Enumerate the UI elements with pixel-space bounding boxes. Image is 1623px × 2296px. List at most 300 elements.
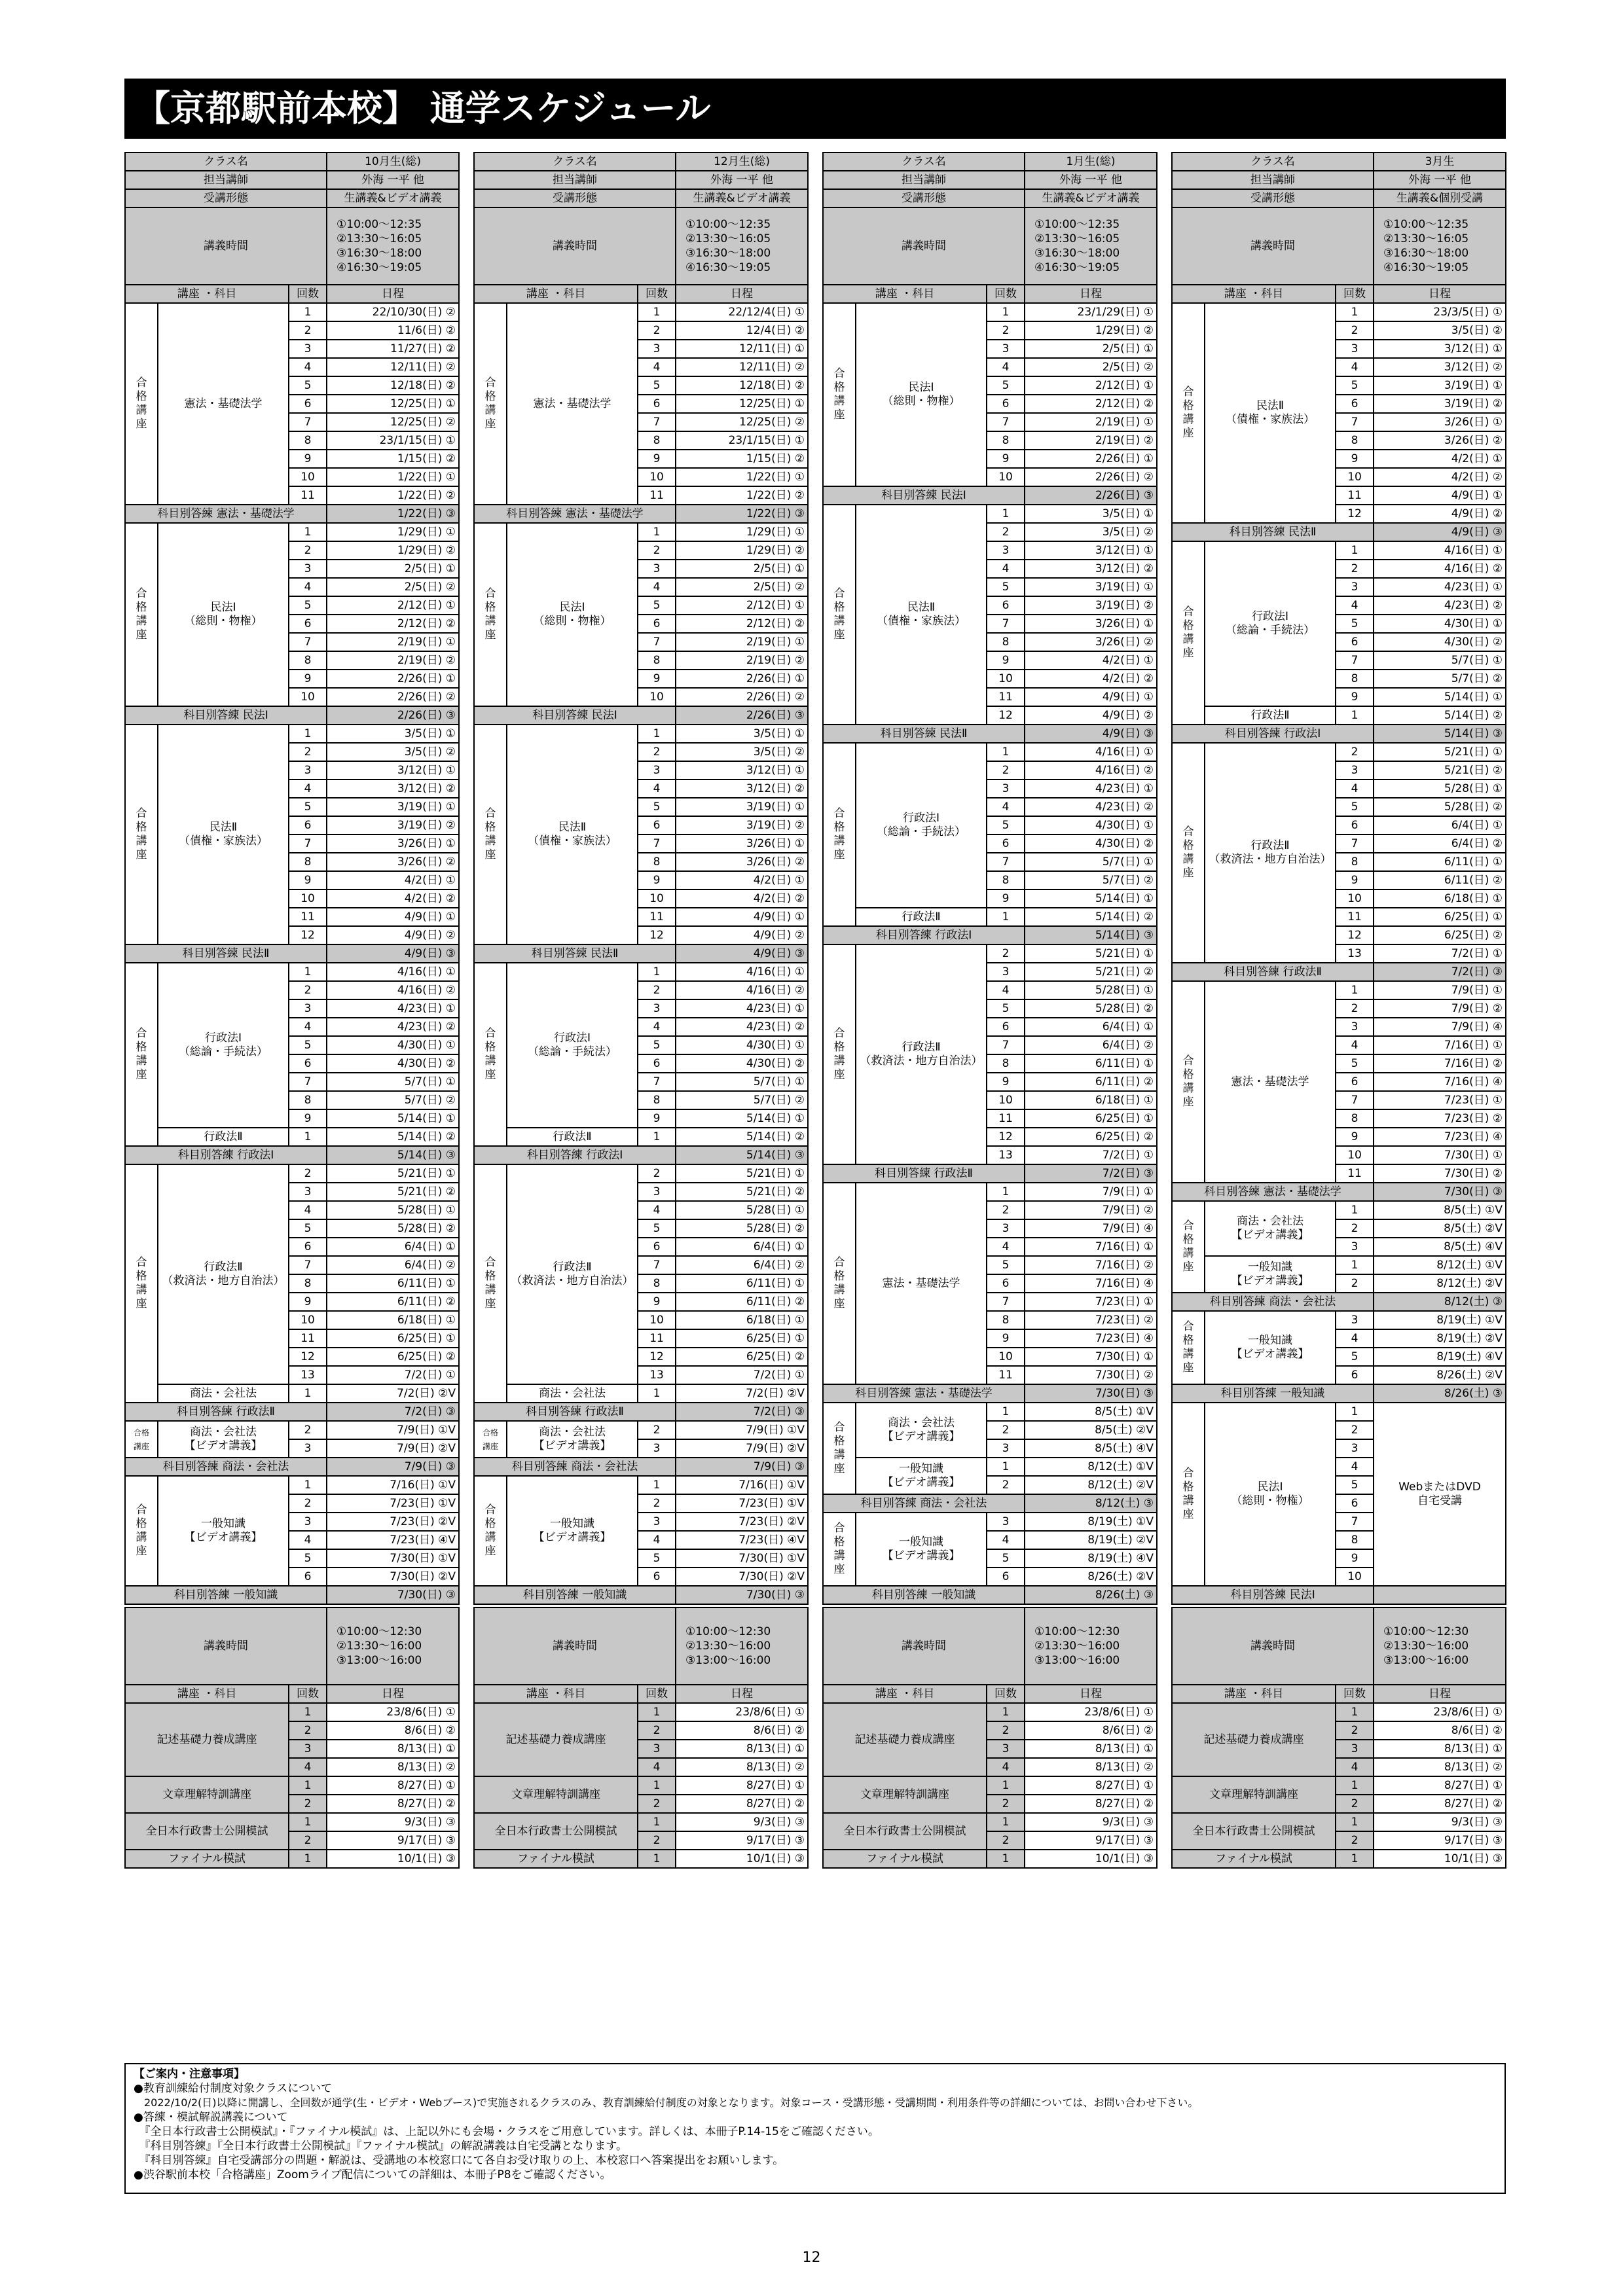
session-date: 9/17(日) ③ bbox=[1025, 1831, 1157, 1850]
session-date: 4/2(日) ② bbox=[327, 889, 459, 908]
session-date: 5/14(日) ② bbox=[1025, 908, 1157, 926]
course-label: 講座 ・科目 bbox=[474, 1685, 638, 1703]
course-subject: 行政法Ⅰ （総論・手続法） bbox=[507, 963, 638, 1128]
session-number: 12 bbox=[638, 1348, 676, 1366]
session-date: 7/2(日) ① bbox=[1025, 1146, 1157, 1164]
session-date: 8/5(土) ②V bbox=[1374, 1219, 1506, 1238]
session-date: 5/14(日) ② bbox=[1374, 706, 1506, 725]
session-date: 7/16(日) ① bbox=[1025, 1238, 1157, 1256]
session-date: 3/5(日) ② bbox=[1025, 523, 1157, 541]
session-number: 5 bbox=[1336, 376, 1374, 395]
format: 生講義&ビデオ講義 bbox=[1025, 189, 1157, 207]
session-date: 3/26(日) ② bbox=[676, 853, 808, 871]
session-number: 9 bbox=[638, 1109, 676, 1128]
session-date: 2/26(日) ① bbox=[676, 670, 808, 688]
pass-course-label: 合 格 講 座 bbox=[1172, 1403, 1205, 1586]
session-number: 10 bbox=[987, 1348, 1025, 1366]
class-name-label: クラス名 bbox=[823, 152, 1025, 171]
session-number: 11 bbox=[987, 688, 1025, 706]
course-subject: 全日本行政書士公開模試 bbox=[823, 1813, 987, 1850]
session-number: 1 bbox=[289, 1128, 327, 1146]
session-date: 7/30(日) ②V bbox=[676, 1568, 808, 1586]
session-number: 5 bbox=[987, 816, 1025, 834]
time-slot: ②13:30～16:05 bbox=[685, 232, 771, 245]
schedule-row bbox=[1172, 1201, 1506, 1219]
answer-date: 2/26(日) ③ bbox=[327, 706, 459, 725]
time-slot: ②13:30～16:00 bbox=[685, 1640, 771, 1653]
count-label: 回数 bbox=[1336, 285, 1374, 303]
session-date: 4/9(日) ② bbox=[1374, 505, 1506, 523]
session-number: 1 bbox=[289, 1813, 327, 1831]
answer-date: 8/26(土) ③ bbox=[1025, 1586, 1157, 1604]
session-date: 7/23(日) ② bbox=[1025, 1311, 1157, 1329]
session-number: 1 bbox=[289, 523, 327, 541]
session-number: 4 bbox=[638, 780, 676, 798]
session-date: 5/7(日) ① bbox=[1374, 651, 1506, 670]
format: 生講義&個別受講 bbox=[1374, 189, 1506, 207]
session-date: 3/19(日) ① bbox=[1025, 578, 1157, 596]
session-number: 4 bbox=[289, 1531, 327, 1549]
session-date: 5/7(日) ① bbox=[1025, 853, 1157, 871]
answer-date: 4/9(日) ③ bbox=[676, 944, 808, 963]
course-label: 講座 ・科目 bbox=[125, 285, 289, 303]
session-number: 7 bbox=[1336, 413, 1374, 431]
schedule-column-4 bbox=[1171, 152, 1505, 1869]
session-date: 7/9(日) ④ bbox=[1025, 1219, 1157, 1238]
class-name: 12月生(総) bbox=[676, 152, 808, 171]
time-slot: ③16:30～18:00 bbox=[337, 247, 422, 260]
session-date: 5/21(日) ② bbox=[676, 1183, 808, 1201]
answer-row bbox=[125, 944, 459, 963]
session-date: 3/5(日) ② bbox=[676, 743, 808, 761]
session-date: 2/26(日) ② bbox=[676, 688, 808, 706]
course-subject: 商法・会社法 【ビデオ講義】 bbox=[856, 1403, 987, 1458]
session-date: 1/22(日) ② bbox=[676, 486, 808, 505]
session-date: 3/12(日) ① bbox=[1025, 541, 1157, 560]
session-number: 2 bbox=[289, 981, 327, 999]
session-date: 3/19(日) ② bbox=[1025, 596, 1157, 615]
session-number: 1 bbox=[289, 963, 327, 981]
session-number: 1 bbox=[638, 1384, 676, 1403]
session-number: 1 bbox=[1336, 1256, 1374, 1274]
schedule-row bbox=[1172, 541, 1506, 560]
session-date: 3/19(日) ① bbox=[1374, 376, 1506, 395]
header-row bbox=[474, 152, 808, 171]
session-number: 7 bbox=[638, 834, 676, 853]
session-number: 5 bbox=[289, 596, 327, 615]
session-number: 5 bbox=[289, 1549, 327, 1568]
session-date: 8/5(土) ④V bbox=[1374, 1238, 1506, 1256]
session-date: 8/6(日) ② bbox=[1374, 1721, 1506, 1740]
time-slot: ②13:30～16:05 bbox=[1383, 232, 1469, 245]
course-subject: 一般知識 【ビデオ講義】 bbox=[856, 1513, 987, 1586]
class-name-label: クラス名 bbox=[474, 152, 676, 171]
session-date: 5/21(日) ② bbox=[1025, 963, 1157, 981]
session-number: 12 bbox=[987, 1128, 1025, 1146]
session-number: 2 bbox=[1336, 999, 1374, 1018]
answer-date: 7/30(日) ③ bbox=[1374, 1183, 1506, 1201]
schedule-row bbox=[823, 1703, 1157, 1721]
course-subject: 文章理解特訓講座 bbox=[125, 1776, 289, 1813]
session-number: 1 bbox=[987, 1813, 1025, 1831]
session-number: 10 bbox=[987, 1091, 1025, 1109]
session-number: 8 bbox=[987, 633, 1025, 651]
schedule-row bbox=[474, 303, 808, 321]
session-date: 6/11(日) ② bbox=[327, 1293, 459, 1311]
session-number: 2 bbox=[1336, 743, 1374, 761]
session-number: 4 bbox=[987, 358, 1025, 376]
session-date: 8/5(土) ①V bbox=[1374, 1201, 1506, 1219]
session-number: 4 bbox=[289, 780, 327, 798]
session-date: 1/29(日) ① bbox=[676, 523, 808, 541]
pass-course-label: 合 格 講 座 bbox=[1172, 1201, 1205, 1293]
session-number: 1 bbox=[1336, 1813, 1374, 1831]
session-number: 11 bbox=[289, 908, 327, 926]
session-date: 6/18(日) ① bbox=[1374, 889, 1506, 908]
session-number: 6 bbox=[289, 1238, 327, 1256]
answer-row bbox=[823, 1164, 1157, 1183]
answer-date: 8/26(土) ③ bbox=[1374, 1384, 1506, 1403]
session-number: 13 bbox=[638, 1366, 676, 1384]
session-number: 11 bbox=[289, 486, 327, 505]
session-number: 9 bbox=[289, 871, 327, 889]
session-date: 4/9(日) ① bbox=[676, 908, 808, 926]
session-number: 3 bbox=[987, 1740, 1025, 1758]
schedule-row bbox=[1172, 1311, 1506, 1329]
session-date: 4/23(日) ② bbox=[676, 1018, 808, 1036]
course-subject: 憲法・基礎法学 bbox=[158, 303, 289, 505]
pass-course-label: 合 格 講 座 bbox=[125, 1164, 158, 1403]
course-subject: 一般知識 【ビデオ講義】 bbox=[1205, 1311, 1336, 1384]
session-number: 7 bbox=[1336, 834, 1374, 853]
session-date: 8/6(日) ② bbox=[676, 1721, 808, 1740]
schedule-row bbox=[125, 725, 459, 743]
session-date: 6/4(日) ① bbox=[327, 1238, 459, 1256]
session-number: 4 bbox=[1336, 1329, 1374, 1348]
session-date: 4/30(日) ① bbox=[676, 1036, 808, 1054]
session-number: 1 bbox=[1336, 1850, 1374, 1868]
session-date: 6/11(日) ① bbox=[327, 1274, 459, 1293]
session-date: 7/16(日) ② bbox=[1025, 1256, 1157, 1274]
session-number: 7 bbox=[1336, 651, 1374, 670]
session-date: 23/3/5(日) ① bbox=[1374, 303, 1506, 321]
session-number: 6 bbox=[987, 1568, 1025, 1586]
session-number: 4 bbox=[987, 1238, 1025, 1256]
schedule-row bbox=[823, 908, 1157, 926]
schedule-row bbox=[474, 1128, 808, 1146]
answer-date: 8/12(土) ③ bbox=[1374, 1293, 1506, 1311]
session-number: 6 bbox=[987, 834, 1025, 853]
schedule-row bbox=[1172, 706, 1506, 725]
session-number: 8 bbox=[638, 651, 676, 670]
session-number: 8 bbox=[1336, 853, 1374, 871]
time-slot: ②13:30～16:05 bbox=[1034, 232, 1120, 245]
course-subject: 商法・会社法 bbox=[507, 1384, 638, 1403]
session-number: 1 bbox=[638, 725, 676, 743]
answer-date bbox=[1374, 1586, 1506, 1604]
session-date: 8/27(日) ② bbox=[1025, 1795, 1157, 1813]
session-date: 4/9(日) ② bbox=[676, 926, 808, 944]
session-date: 3/19(日) ① bbox=[676, 798, 808, 816]
session-date: 7/2(日) ②V bbox=[676, 1384, 808, 1403]
session-number: 8 bbox=[289, 651, 327, 670]
pass-course-label: 合 格 講 座 bbox=[125, 1476, 158, 1586]
session-number: 1 bbox=[1336, 1403, 1374, 1421]
session-date: 8/13(日) ① bbox=[327, 1740, 459, 1758]
session-date: 2/19(日) ① bbox=[327, 633, 459, 651]
session-date: 7/2(日) ②V bbox=[327, 1384, 459, 1403]
schedule-row bbox=[125, 1813, 459, 1831]
session-number: 5 bbox=[987, 1256, 1025, 1274]
session-date: 3/12(日) ② bbox=[1025, 560, 1157, 578]
session-number: 5 bbox=[638, 798, 676, 816]
answer-date: 7/2(日) ③ bbox=[327, 1403, 459, 1421]
session-number: 7 bbox=[289, 633, 327, 651]
session-number: 3 bbox=[638, 1740, 676, 1758]
session-number: 5 bbox=[638, 1036, 676, 1054]
session-date: 5/14(日) ② bbox=[676, 1128, 808, 1146]
session-number: 8 bbox=[987, 1311, 1025, 1329]
session-date: 8/19(土) ②V bbox=[1025, 1531, 1157, 1549]
notes-box bbox=[124, 2063, 1506, 2194]
dates-label: 日程 bbox=[1025, 1685, 1157, 1703]
header-row bbox=[823, 152, 1157, 171]
header-row bbox=[823, 1607, 1157, 1685]
session-date: 6/4(日) ① bbox=[1025, 1018, 1157, 1036]
session-date: 5/14(日) ② bbox=[327, 1128, 459, 1146]
course-subject: 民法Ⅰ （総則・物権） bbox=[1205, 1403, 1336, 1586]
time-slot: ③16:30～18:00 bbox=[685, 247, 771, 260]
session-date: 5/28(日) ① bbox=[1374, 780, 1506, 798]
session-date: 5/28(日) ② bbox=[1374, 798, 1506, 816]
course-subject: 一般知識 【ビデオ講義】 bbox=[158, 1476, 289, 1586]
time-slot: ①10:00～12:35 bbox=[337, 218, 422, 231]
session-number: 10 bbox=[1336, 1146, 1374, 1164]
course-subject: 憲法・基礎法学 bbox=[1205, 981, 1336, 1183]
course-subject: 民法Ⅰ （総則・物権） bbox=[507, 523, 638, 706]
session-date: 8/27(日) ① bbox=[1374, 1776, 1506, 1795]
session-number: 1 bbox=[987, 1458, 1025, 1476]
time-slot: ④16:30～19:05 bbox=[1383, 261, 1469, 274]
header-row bbox=[125, 285, 459, 303]
session-number: 6 bbox=[1336, 395, 1374, 413]
session-number: 3 bbox=[289, 999, 327, 1018]
session-date: 5/28(日) ① bbox=[676, 1201, 808, 1219]
session-date: 2/12(日) ① bbox=[327, 596, 459, 615]
session-date: 8/6(日) ② bbox=[1025, 1721, 1157, 1740]
course-subject: 憲法・基礎法学 bbox=[507, 303, 638, 505]
answer-row bbox=[1172, 1586, 1506, 1604]
session-date: 23/1/15(日) ① bbox=[327, 431, 459, 450]
session-number: 8 bbox=[987, 1054, 1025, 1073]
schedule-table bbox=[473, 152, 809, 1869]
session-number: 10 bbox=[289, 1311, 327, 1329]
session-number: 5 bbox=[1336, 1348, 1374, 1366]
time-label: 講義時間 bbox=[1172, 1607, 1374, 1685]
time-slot: ③13:00～16:00 bbox=[1383, 1654, 1469, 1667]
session-date: 8/12(土) ②V bbox=[1025, 1476, 1157, 1494]
header-row bbox=[125, 189, 459, 207]
session-number: 8 bbox=[987, 431, 1025, 450]
format: 生講義&ビデオ講義 bbox=[327, 189, 459, 207]
answer-date: 4/9(日) ③ bbox=[1374, 523, 1506, 541]
session-number: 6 bbox=[638, 615, 676, 633]
session-date: 5/7(日) ② bbox=[1025, 871, 1157, 889]
answer-subject: 科目別答練 一般知識 bbox=[823, 1586, 1025, 1604]
session-date: 3/19(日) ② bbox=[1374, 395, 1506, 413]
time-slot: ①10:00～12:35 bbox=[1034, 218, 1120, 231]
answer-date: 5/14(日) ③ bbox=[1374, 725, 1506, 743]
session-number: 1 bbox=[1336, 1201, 1374, 1219]
session-date: 7/23(日) ② bbox=[1374, 1109, 1506, 1128]
course-subject: 行政法Ⅰ （総論・手続法） bbox=[1205, 541, 1336, 706]
answer-date: 5/14(日) ③ bbox=[327, 1146, 459, 1164]
time-slot: ②13:30～16:00 bbox=[1383, 1640, 1469, 1653]
header-row bbox=[823, 171, 1157, 189]
schedule-row bbox=[1172, 743, 1506, 761]
pass-course-label: 合 格 講 座 bbox=[474, 963, 507, 1146]
answer-subject: 科目別答練 憲法・基礎法学 bbox=[1172, 1183, 1374, 1201]
pass-course-label: 合 格 講 座 bbox=[125, 963, 158, 1146]
session-date: 8/19(土) ④V bbox=[1374, 1348, 1506, 1366]
session-date: 3/12(日) ② bbox=[676, 780, 808, 798]
session-number: 11 bbox=[638, 486, 676, 505]
session-number: 7 bbox=[987, 1293, 1025, 1311]
session-date: 7/9(日) ① bbox=[1374, 981, 1506, 999]
answer-date: 4/9(日) ③ bbox=[327, 944, 459, 963]
session-date: 5/21(日) ① bbox=[1374, 743, 1506, 761]
session-date: 11/27(日) ② bbox=[327, 340, 459, 358]
session-number: 3 bbox=[638, 560, 676, 578]
session-number: 2 bbox=[638, 743, 676, 761]
session-number: 8 bbox=[638, 1274, 676, 1293]
session-number: 3 bbox=[987, 1439, 1025, 1458]
notes-line: 『科目別答練』『全日本行政書士公開模試』『ファイナル模試』の解説講義は自宅受講となります。 bbox=[134, 2140, 627, 2153]
session-date: 2/5(日) ① bbox=[1025, 340, 1157, 358]
header-row bbox=[1172, 1607, 1506, 1685]
session-date: 7/2(日) ① bbox=[1374, 944, 1506, 963]
session-date: 3/12(日) ② bbox=[1374, 358, 1506, 376]
answer-subject: 科目別答練 商法・会社法 bbox=[474, 1458, 676, 1476]
session-number: 2 bbox=[987, 944, 1025, 963]
session-number: 6 bbox=[289, 816, 327, 834]
session-number: 2 bbox=[987, 523, 1025, 541]
answer-row bbox=[1172, 1384, 1506, 1403]
session-date: 6/4(日) ② bbox=[1025, 1036, 1157, 1054]
schedule-row bbox=[125, 1850, 459, 1868]
session-number: 1 bbox=[987, 303, 1025, 321]
session-date: 6/25(日) ① bbox=[676, 1329, 808, 1348]
session-number: 4 bbox=[289, 1758, 327, 1776]
pass-course-label bbox=[474, 1421, 507, 1458]
course-subject: 行政法Ⅱ （救済法・地方自治法） bbox=[856, 944, 987, 1164]
schedule-row bbox=[1172, 1256, 1506, 1274]
session-number: 8 bbox=[638, 431, 676, 450]
answer-subject: 科目別答練 商法・会社法 bbox=[1172, 1293, 1374, 1311]
session-number: 2 bbox=[289, 1795, 327, 1813]
session-number: 1 bbox=[987, 505, 1025, 523]
class-name: 10月生(総) bbox=[327, 152, 459, 171]
session-date: 4/2(日) ② bbox=[676, 889, 808, 908]
answer-subject: 科目別答練 一般知識 bbox=[474, 1586, 676, 1604]
session-date: 8/5(土) ②V bbox=[1025, 1421, 1157, 1439]
session-number: 5 bbox=[987, 376, 1025, 395]
session-number: 2 bbox=[1336, 1795, 1374, 1813]
time-slots bbox=[327, 207, 459, 285]
schedule-row bbox=[1172, 1813, 1506, 1831]
session-date: 5/21(日) ① bbox=[676, 1164, 808, 1183]
time-slot: ①10:00～12:30 bbox=[1034, 1625, 1120, 1638]
session-number: 10 bbox=[289, 688, 327, 706]
session-number: 5 bbox=[987, 999, 1025, 1018]
session-date: 23/1/29(日) ① bbox=[1025, 303, 1157, 321]
session-number: 1 bbox=[638, 963, 676, 981]
pass-label: 合格 講座 bbox=[133, 1428, 149, 1451]
header-row bbox=[1172, 285, 1506, 303]
session-number: 7 bbox=[638, 1256, 676, 1274]
header-row bbox=[125, 207, 459, 285]
answer-row bbox=[474, 944, 808, 963]
time-slots bbox=[1374, 1607, 1506, 1685]
answer-subject: 科目別答練 民法Ⅱ bbox=[1172, 523, 1374, 541]
header-row bbox=[823, 1685, 1157, 1703]
course-subject: 民法Ⅱ （債権・家族法） bbox=[856, 505, 987, 725]
pass-course-label: 合 格 講 座 bbox=[474, 1164, 507, 1403]
session-date: 7/30(日) ① bbox=[1025, 1348, 1157, 1366]
answer-date: 2/26(日) ③ bbox=[676, 706, 808, 725]
time-slots bbox=[676, 207, 808, 285]
session-date: 5/21(日) ① bbox=[327, 1164, 459, 1183]
session-date: 6/11(日) ② bbox=[1374, 871, 1506, 889]
course-subject: ファイナル模試 bbox=[474, 1850, 638, 1868]
session-date: 4/16(日) ② bbox=[327, 981, 459, 999]
session-date: 2/19(日) ② bbox=[327, 651, 459, 670]
session-number: 6 bbox=[638, 1238, 676, 1256]
session-date: 3/12(日) ① bbox=[676, 761, 808, 780]
session-number: 3 bbox=[1336, 578, 1374, 596]
session-date: 3/26(日) ① bbox=[1374, 413, 1506, 431]
schedule-row bbox=[474, 725, 808, 743]
answer-date: 7/9(日) ③ bbox=[327, 1458, 459, 1476]
session-date: 2/19(日) ① bbox=[676, 633, 808, 651]
time-slots bbox=[1025, 207, 1157, 285]
session-number: 7 bbox=[987, 413, 1025, 431]
answer-subject: 科目別答練 行政法Ⅰ bbox=[125, 1146, 327, 1164]
session-number: 6 bbox=[987, 1274, 1025, 1293]
teacher: 外海 一平 他 bbox=[676, 171, 808, 189]
session-number: 2 bbox=[987, 761, 1025, 780]
session-date: 1/29(日) ② bbox=[1025, 321, 1157, 340]
session-number: 3 bbox=[638, 1183, 676, 1201]
session-date: 6/25(日) ① bbox=[327, 1329, 459, 1348]
session-date: 4/2(日) ② bbox=[1374, 468, 1506, 486]
session-number: 1 bbox=[638, 1703, 676, 1721]
session-number: 4 bbox=[1336, 780, 1374, 798]
session-number: 4 bbox=[638, 578, 676, 596]
session-date: 1/29(日) ① bbox=[327, 523, 459, 541]
answer-subject: 科目別答練 民法Ⅰ bbox=[125, 706, 327, 725]
session-date: 7/16(日) ①V bbox=[327, 1476, 459, 1494]
session-date: 2/12(日) ② bbox=[676, 615, 808, 633]
session-date: 8/13(日) ② bbox=[327, 1758, 459, 1776]
format-label: 受講形態 bbox=[823, 189, 1025, 207]
session-number: 2 bbox=[1336, 1421, 1374, 1439]
session-number: 9 bbox=[289, 1293, 327, 1311]
session-date: 3/12(日) ② bbox=[327, 780, 459, 798]
session-number: 2 bbox=[987, 1421, 1025, 1439]
session-date: 8/27(日) ① bbox=[676, 1776, 808, 1795]
session-number: 2 bbox=[987, 1201, 1025, 1219]
